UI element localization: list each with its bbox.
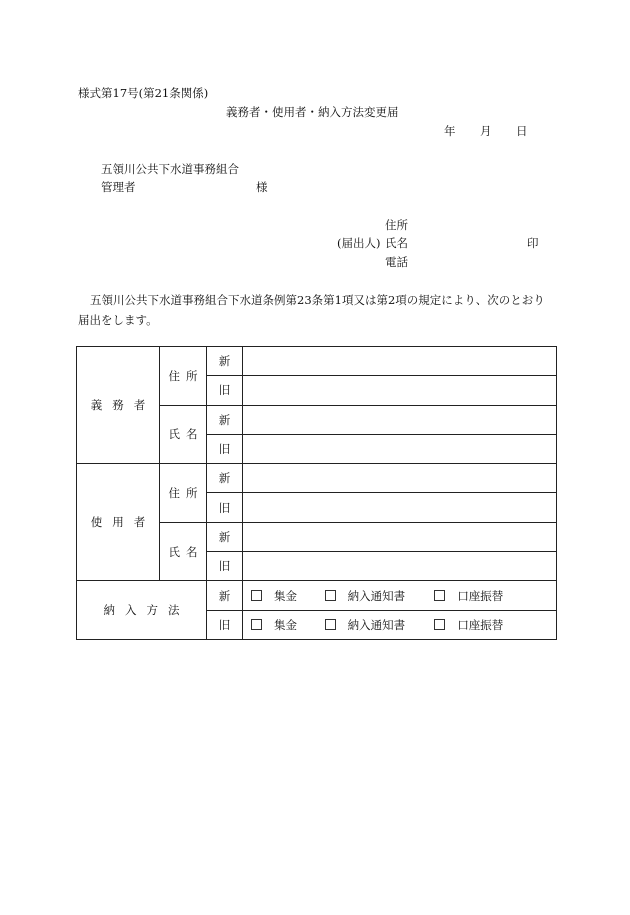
date-day-label: 日 — [516, 124, 528, 138]
new-label: 新 — [207, 522, 243, 551]
obligor-address-label: 住所 — [160, 347, 207, 406]
applicant-name-label: 氏名 — [385, 236, 408, 250]
change-form-table — [76, 346, 557, 640]
old-label: 旧 — [207, 610, 243, 639]
payment-method-label: 納入方法 — [77, 581, 207, 640]
user-address-new-field[interactable] — [243, 464, 557, 493]
payment-new-options — [243, 581, 557, 610]
checkbox-icon[interactable] — [325, 619, 336, 630]
checkbox-icon[interactable] — [325, 590, 336, 601]
user-name-old-field[interactable] — [243, 552, 557, 581]
obligor-address-new-field[interactable] — [243, 347, 557, 376]
checkbox-icon[interactable] — [434, 590, 445, 601]
seal-mark: 印 — [527, 236, 539, 250]
new-label: 新 — [207, 347, 243, 376]
addressee-honorific: 様 — [256, 180, 268, 194]
form-number: 様式第17号(第21条関係) — [78, 86, 209, 100]
user-name-label: 氏名 — [160, 522, 207, 581]
old-label: 旧 — [207, 434, 243, 463]
new-label: 新 — [207, 581, 243, 610]
form-title: 義務者・使用者・納入方法変更届 — [226, 105, 399, 119]
obligor-name-old-field[interactable] — [243, 434, 557, 463]
addressee-manager: 管理者 — [101, 180, 136, 194]
applicant-address-label: 住所 — [385, 218, 408, 232]
checkbox-icon[interactable] — [251, 619, 262, 630]
user-address-old-field[interactable] — [243, 493, 557, 522]
new-label: 新 — [207, 464, 243, 493]
option-bank-transfer-new[interactable]: 口座振替 — [434, 588, 503, 604]
checkbox-icon[interactable] — [251, 590, 262, 601]
table-row — [77, 581, 557, 610]
table-row — [77, 347, 557, 376]
checkbox-icon[interactable] — [434, 619, 445, 630]
date-month-label: 月 — [480, 124, 492, 138]
table-row — [77, 464, 557, 493]
obligor-label: 義務者 — [77, 347, 160, 464]
obligor-address-old-field[interactable] — [243, 376, 557, 405]
old-label: 旧 — [207, 552, 243, 581]
date-year-label: 年 — [444, 124, 456, 138]
addressee-org: 五領川公共下水道事務組合 — [101, 162, 239, 176]
option-payment-notice-old[interactable]: 納入通知書 — [325, 617, 431, 633]
payment-old-options — [243, 610, 557, 639]
option-payment-notice-new[interactable]: 納入通知書 — [325, 588, 431, 604]
new-label: 新 — [207, 405, 243, 434]
old-label: 旧 — [207, 376, 243, 405]
old-label: 旧 — [207, 493, 243, 522]
obligor-name-new-field[interactable] — [243, 405, 557, 434]
applicant-phone-label: 電話 — [385, 255, 408, 269]
option-bank-transfer-old[interactable]: 口座振替 — [434, 617, 503, 633]
applicant-name-prefix: (届出人) — [337, 236, 381, 250]
obligor-name-label: 氏名 — [160, 405, 207, 464]
user-address-label: 住所 — [160, 464, 207, 523]
user-label: 使用者 — [77, 464, 160, 581]
option-collection-new[interactable]: 集金 — [251, 588, 321, 604]
option-collection-old[interactable]: 集金 — [251, 617, 321, 633]
user-name-new-field[interactable] — [243, 522, 557, 551]
statement-text: 五領川公共下水道事務組合下水道条例第23条第1項又は第2項の規定により、次のとおり届出をします。 — [78, 293, 545, 327]
